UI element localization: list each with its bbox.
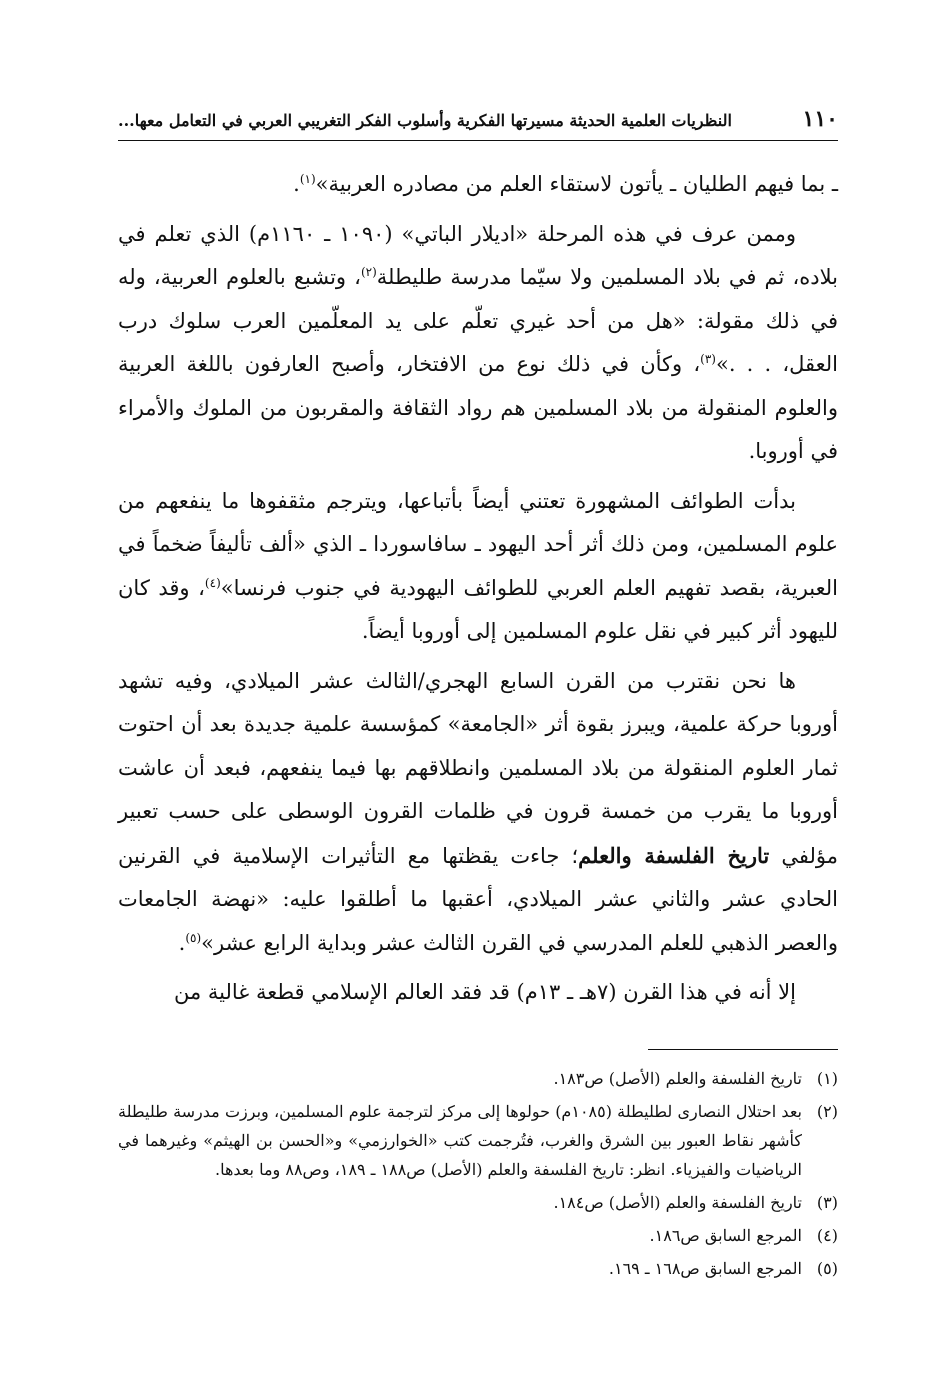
paragraph-5 (118, 971, 838, 1015)
footnote-ref: (٣) (700, 352, 716, 366)
footnote-ref: (١) (299, 172, 316, 186)
footnote-number: (٢) (816, 1101, 838, 1121)
footnote (118, 1221, 838, 1250)
footnote (118, 1254, 838, 1283)
footnote (118, 1097, 838, 1184)
book-title: تاريخ الفلسفة والعلم (578, 842, 770, 868)
footnote-divider (648, 1049, 838, 1050)
footnote-text: بعد احتلال النصارى لطليطلة (١٠٨٥م) حولوها إلى مركز لترجمة علوم المسلمين، وبرزت مدرسة طليطلة كأشهر نقاط العبور بين الشرق والغرب، فتُرجمت كتب «الخوارزمي» و«الحسن بن الهيثم» وغيرهما في الرياضيات والفيزياء. انظر: تاريخ الفلسفة والعلم (الأصل) ص١٨٨ ـ ١٨٩، وص٨٨ وما بعدها. (118, 1101, 803, 1179)
paragraph-text: وممن عرف في هذه المرحلة «اديلار الباتي» (١٠٩٠ ـ ١١٦٠م) الذي تعلم في بلاده، ثم في بلاد المسلمين ولا سيّما مدرسة طليطلة (118, 221, 838, 289)
footnote-ref: (٥) (185, 930, 202, 945)
paragraph-text: ـ بما فيهم الطليان ـ يأتون لاستقاء العلم من مصادره العربية» (315, 172, 838, 196)
footnote-ref: (٢) (360, 265, 377, 279)
footnote-text: تاريخ الفلسفة والعلم (الأصل) ص١٨٤. (553, 1192, 802, 1212)
footnote-number: (٥) (816, 1258, 838, 1278)
paragraph-text-end: ، وقد كان لليهود أثر كبير في نقل علوم المسلمين إلى أوروبا أيضاً. (118, 575, 838, 643)
footnote-ref: (٤) (204, 575, 221, 590)
footnote-number: (٤) (816, 1225, 838, 1245)
running-header (118, 106, 838, 141)
paragraph-4 (118, 660, 838, 966)
footnote-number: (١) (816, 1068, 838, 1088)
paragraph-1 (118, 163, 838, 207)
paragraph-2 (118, 213, 838, 474)
paragraph-text-end: . (178, 930, 186, 955)
paragraph-text: بدأت الطوائف المشهورة تعتني أيضاً بأتباعها، ويترجم مثقفوها ما ينفعهم من علوم المسلمين، ومن ذلك أثر أحد اليهود ـ سافاسوردا ـ الذي «ألف تأليفاً ضخماً في العبرية، بقصد تفهيم العلم العربي للطوائف اليهودية في جنوب فرنسا» (118, 488, 839, 600)
page-number: ١١٠ (802, 106, 838, 132)
footnote-number: (٣) (816, 1192, 838, 1212)
footnote (118, 1188, 838, 1217)
running-title: النظريات العلمية الحديثة مسيرتها الفكرية وأسلوب الفكر التغريبي العربي في التعامل معها... (118, 111, 732, 130)
footnote-text: المرجع السابق ص١٦٨ ـ ١٦٩. (608, 1258, 802, 1278)
footnote-text: المرجع السابق ص١٨٦. (649, 1225, 802, 1245)
footnote-text: تاريخ الفلسفة والعلم (الأصل) ص١٨٣. (553, 1068, 802, 1088)
body-text (118, 163, 838, 1015)
paragraph-text-end: . (293, 172, 300, 196)
paragraph-text-end: ، وكأن في ذلك نوع من الافتخار، وأصبح العارفون باللغة العربية والعلوم المنقولة من بلاد المسلمين هم رواد الثقافة والمقربون من الملوك والأمراء في أوروبا. (118, 352, 838, 463)
paragraph-text-mid: ، وتشبع بالعلوم العربية، وله في ذلك مقولة: «هل من أحد غيري تعلّم على يد المعلّمين العرب سلوك درب العقل، . . .» (118, 265, 838, 376)
footnote (118, 1064, 838, 1093)
paragraph-text: ها نحن نقترب من القرن السابع الهجري/الثالث عشر الميلادي، وفيه تشهد أوروبا حركة علمية، ويبرز بقوة أثر «الجامعة» كمؤسسة علمية جديدة بعد أن احتوت ثمار العلوم المنقولة من بلاد المسلمين وانطلاقهم بها فيما ينفعهم، فبعد أن عاشت أوروبا ما يقرب من خمسة قرون في ظلمات القرون الوسطى على حسب تعبير مؤلفي (118, 668, 838, 868)
paragraph-3 (118, 480, 838, 654)
paragraph-text: إلا أنه في هذا القرن (٧هـ ـ ١٣م) قد فقد العالم الإسلامي قطعة غالية من (173, 980, 796, 1004)
page (118, 106, 838, 1287)
footnotes (118, 1064, 838, 1283)
paragraph-text-mid: ؛ جاءت يقظتها مع التأثيرات الإسلامية في القرنين الحادي عشر والثاني عشر الميلادي، أعقبها ما أطلقوا عليه: «نهضة الجامعات والعصر الذهبي للعلم المدرسي في القرن الثالث عشر وبداية الرابع عشر» (118, 843, 838, 955)
